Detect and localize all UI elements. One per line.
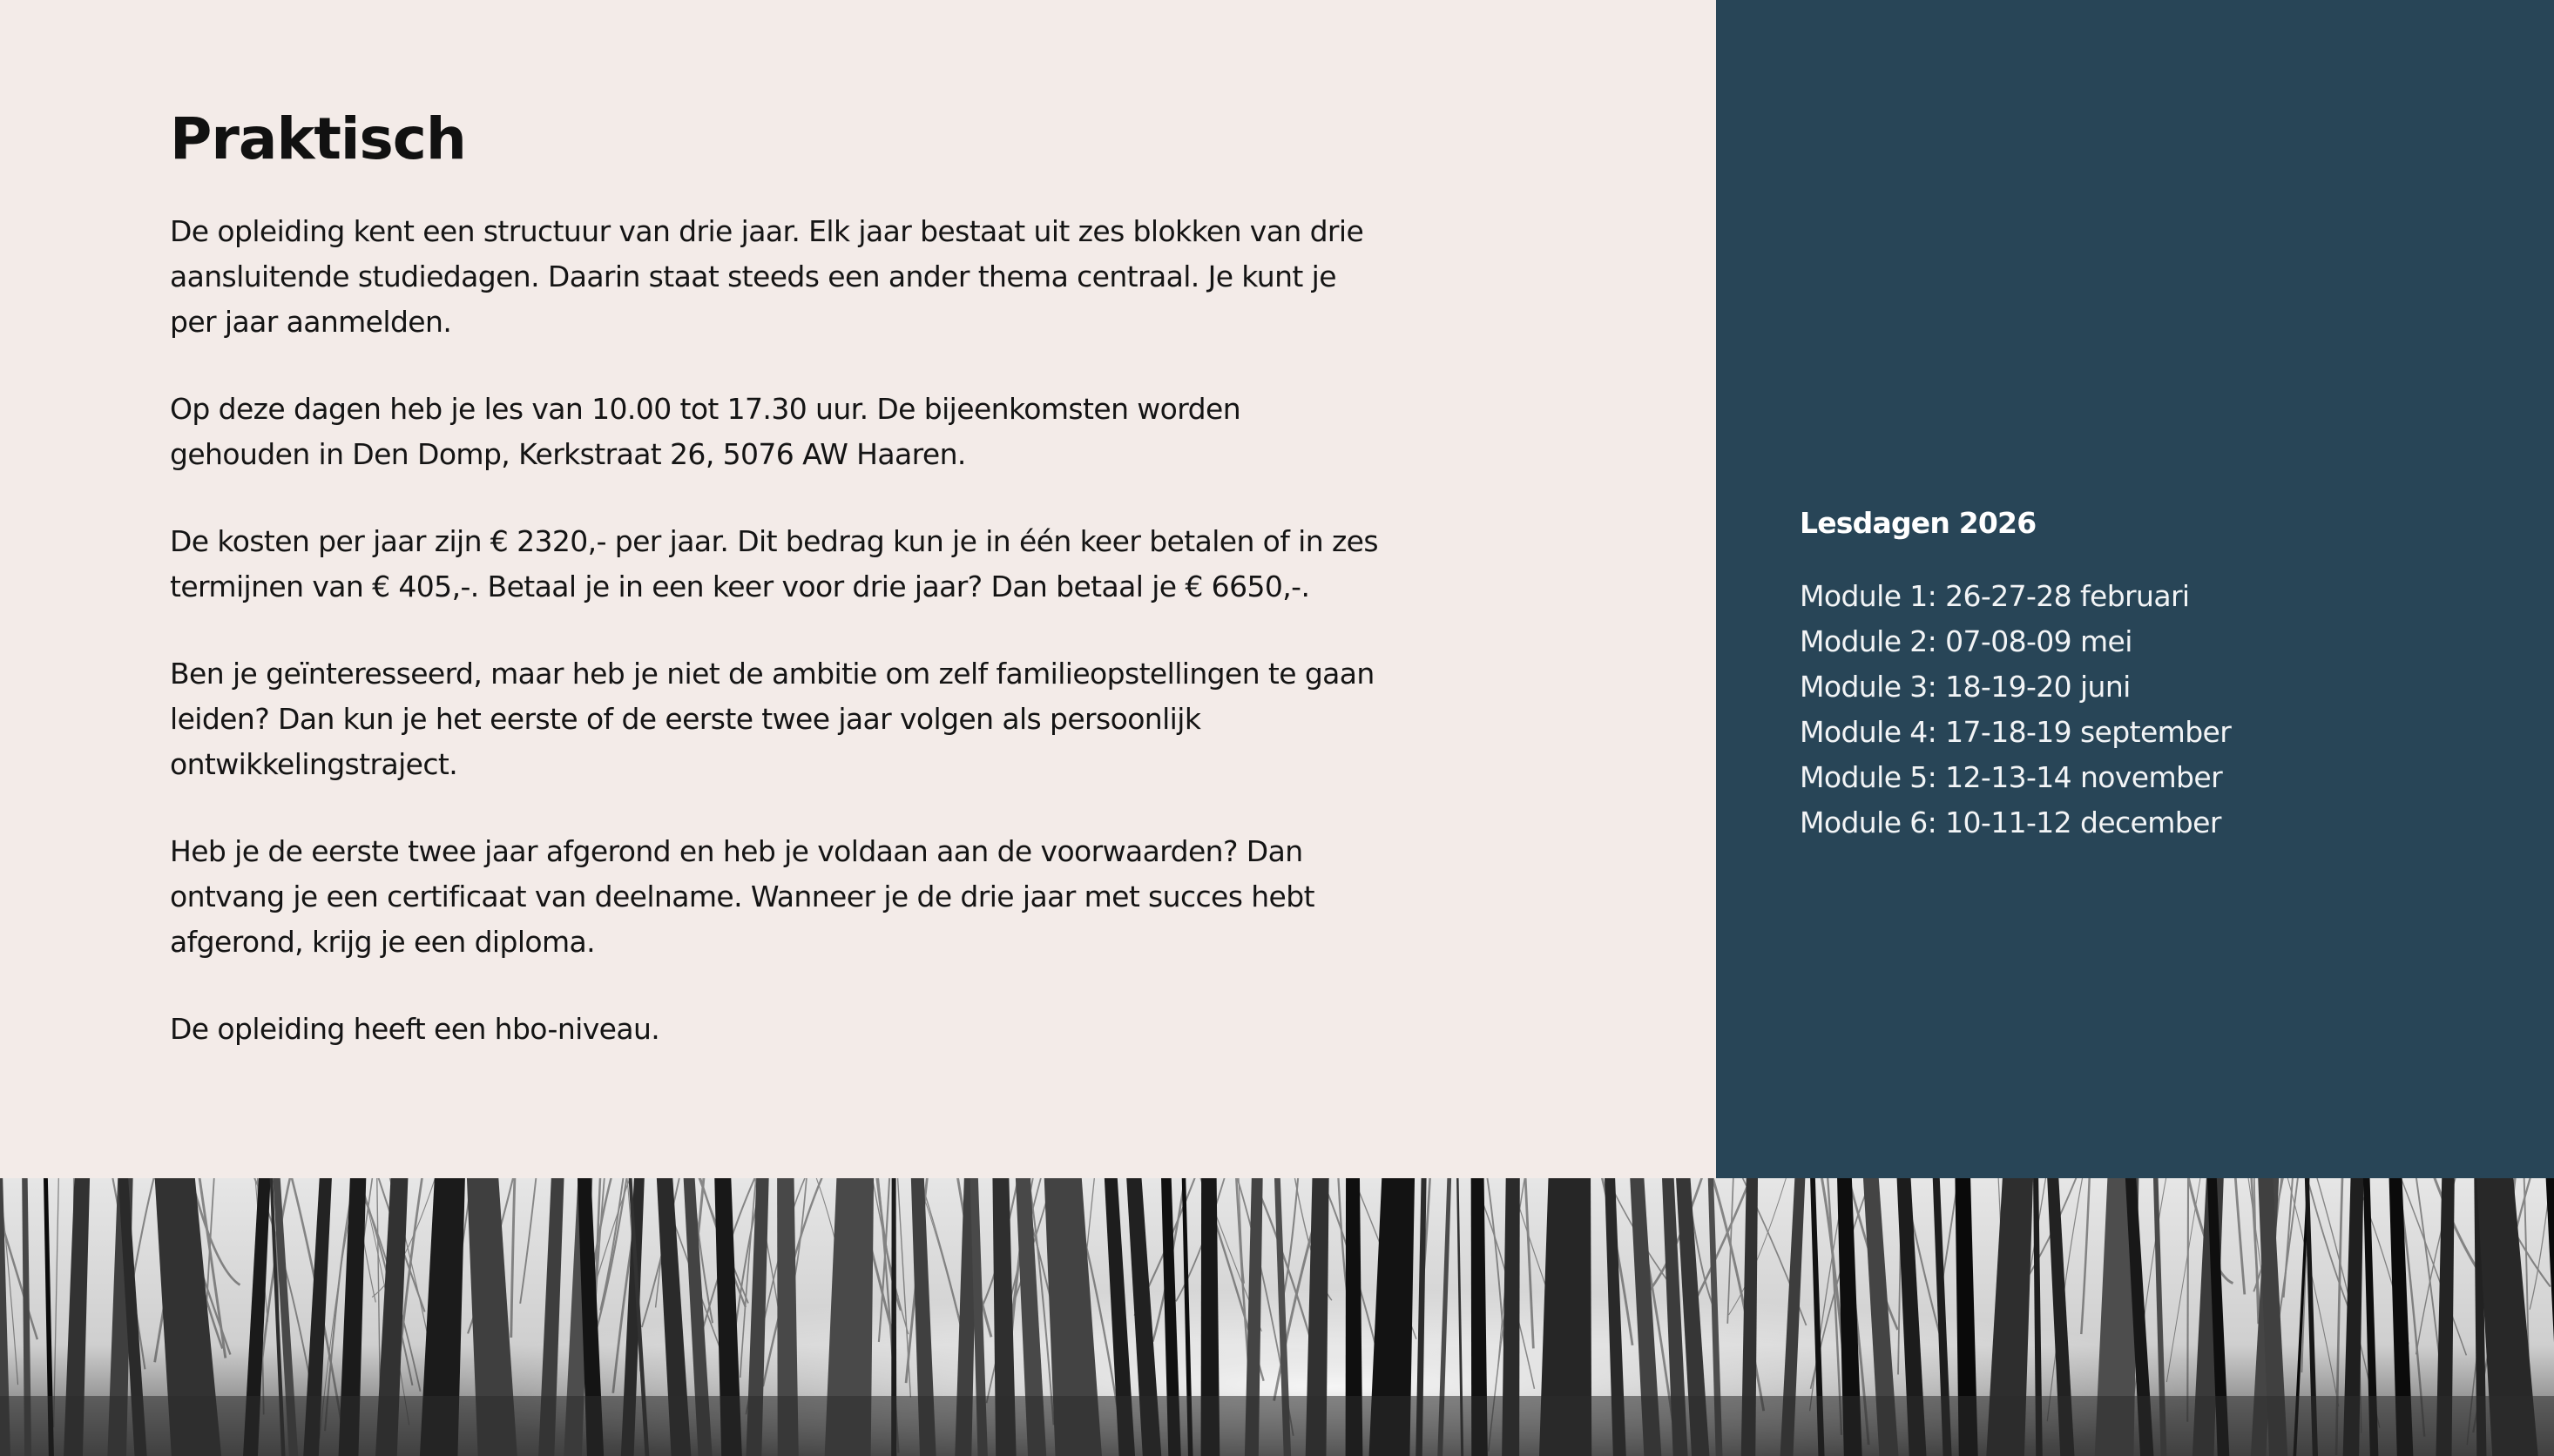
forest-image [0,1178,2554,1456]
paragraph-structure: De opleiding kent een structuur van drie jaar. Elk jaar bestaat uit zes blokken van drie aansluitende studiedagen. Daarin staat steeds een ander thema centraal. Je kunt je per jaar aanmelden. [170,214,1364,339]
page-title: Praktisch [170,105,466,172]
lesson-days-panel [1716,0,2554,1178]
module-list [1800,574,2554,846]
paragraph-level: De opleiding heeft een hbo-niveau. [170,1012,660,1046]
module-item: Module 3: 18-19-20 juni [1800,670,2131,704]
module-item: Module 4: 17-18-19 september [1800,715,2232,749]
paragraph-certificate: Heb je de eerste twee jaar afgerond en heb je voldaan aan de voorwaarden? Dan ontvang je een certificaat van deelname. Wanneer je de drie jaar met succes hebt afgerond, krijg je een diploma. [170,834,1314,959]
module-item: Module 2: 07-08-09 mei [1800,624,2132,658]
paragraph-personal-development: Ben je geïnteresseerd, maar heb je niet de ambitie om zelf familieopstellingen te gaan leiden? Dan kun je het eerste of de eerste twee jaar volgen als persoonlijk ontwikkelingstraject. [170,657,1375,781]
paragraph-costs: De kosten per jaar zijn € 2320,- per jaar. Dit bedrag kun je in één keer betalen of in zes termijnen van € 405,-. Betaal je in een keer voor drie jaar? Dan betaal je € 6650,-. [170,524,1378,603]
module-item: Module 5: 12-13-14 november [1800,760,2223,794]
module-item: Module 1: 26-27-28 februari [1800,579,2190,613]
lesson-days-title: Lesdagen 2026 [1800,506,2037,540]
module-item: Module 6: 10-11-12 december [1800,806,2221,839]
paragraph-schedule-location: Op deze dagen heb je les van 10.00 tot 17.30 uur. De bijeenkomsten worden gehouden in Den Domp, Kerkstraat 26, 5076 AW Haaren. [170,392,1241,471]
forest-photo [0,1178,2554,1456]
